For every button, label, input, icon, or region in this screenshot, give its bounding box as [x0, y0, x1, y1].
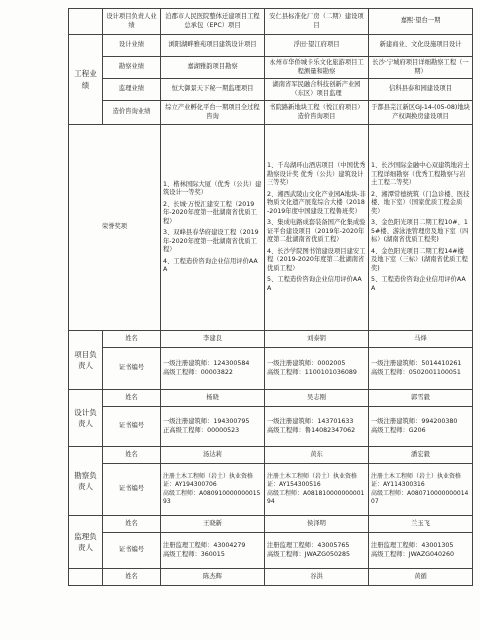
row-label: 设计业绩: [103, 35, 161, 57]
name-header: 姓名: [103, 516, 161, 533]
personnel-label-cell: 项目负责人: [69, 331, 103, 390]
project-cell: 综立产业孵化平台一期项目全过程咨询: [161, 101, 265, 125]
cert-label: 证书编号: [103, 533, 161, 569]
personnel-cert-row: [69, 533, 473, 569]
personnel-label-cell: [69, 569, 103, 586]
cert-cell: 一级注册建筑师：0002005 高级工程师：1100101036089: [265, 348, 369, 390]
project-cell: 永州市华侨城卡乐文化旅游项目工程测量和勘察: [265, 57, 369, 79]
row-label: 设计项目负责人业绩: [103, 9, 161, 35]
name-header: 姓名: [103, 447, 161, 464]
project-cell: 泊郡市人民医院整体迁建项目工程总承包（EPC）项目: [161, 9, 265, 35]
cert-cell: 注册监理工程师：43004279 高级工程师：360015: [161, 533, 265, 569]
award-item: 4、长沙学院图书馆建设项目建安工程（2019-2020年度第二批湖南省优质工程）: [267, 247, 366, 272]
awards-column: [369, 125, 473, 331]
row-label: 荣誉奖项: [69, 125, 161, 331]
group-label-cell: 工程业绩: [69, 35, 103, 125]
cert-label: 证书编号: [103, 464, 161, 516]
survey-row: [69, 57, 473, 79]
awards-row: [69, 125, 473, 331]
person-name: 侯泽明: [265, 516, 369, 533]
person-name: 黄东: [265, 447, 369, 464]
project-cell: 安仁县标准化厂房（二期）建设项目: [265, 9, 369, 35]
cert-cell: 一级注册建筑师：194300795 正高级工程师：00000523: [161, 407, 265, 447]
project-cell: 嘉湖雅韵项目勘察: [161, 57, 265, 79]
person-name: 陈杰辉: [161, 569, 265, 586]
project-cell: 湖南省军民融合科技创新产业园（东区）项目监理: [265, 79, 369, 101]
award-item: 3、双峰县春华府建设工程（2019年-2020年度第一批湖南省优质工程）: [163, 229, 259, 253]
cert-cell: 注册土木工程师（岩土）执业资格证：AY154300516 高级工程师：A08181000000000194: [265, 464, 369, 516]
qualification-table: [68, 8, 473, 586]
person-name: 汤达莉: [161, 447, 265, 464]
personnel-label-cell: 监理负责人: [69, 516, 103, 569]
personnel-name-row: [69, 569, 473, 586]
cert-cell: 一级注册建筑师：143701633 高级工程师：鲁14082347062: [265, 407, 369, 447]
award-item: 2、湘西武陵山文化产业园A地块-非物质文化遗产展览综合大楼（2018-2019年度中国建设工程鲁班奖）: [267, 190, 366, 215]
person-name: 杨晓: [161, 390, 265, 407]
project-cell: 信科县泰和园建设项目: [369, 79, 473, 101]
name-header: 姓名: [103, 390, 161, 407]
person-name: 马烽: [369, 331, 473, 348]
cert-cell: 一级注册建筑师：5014410261 高级工程师：0502001100051: [369, 348, 473, 390]
personnel-name-row: [69, 331, 473, 348]
row-label: 监理业绩: [103, 79, 161, 101]
project-cell: 于都县芫江新区GJ-14-(05-08)地块产权调换房建设项目: [369, 101, 473, 125]
row-label: 造价咨询业绩: [103, 101, 161, 125]
cost-consulting-row: [69, 101, 473, 125]
awards-column: [265, 125, 369, 331]
person-name: 谷洪: [265, 569, 369, 586]
award-item: 1、千岛湖环山酒店项目（中国优秀勘察设计奖 优秀（公共）建筑设计三等奖）: [267, 162, 366, 186]
project-cell: 新建商业、文化设施项目设计: [369, 35, 473, 57]
empty-cell: [69, 9, 103, 35]
personnel-cert-row: [69, 348, 473, 390]
award-item: 1、长沙国际金融中心双建筑地岩土工程详细勘察（优秀工程勘察与岩土工程二等奖）: [371, 162, 470, 186]
person-name: 刘泰钥: [265, 331, 369, 348]
award-item: 4、金色阳光项目二期工程14#楼及地下室（三标）(湖南省优质工程奖): [371, 247, 468, 272]
row-label: 勘察业绩: [103, 57, 161, 79]
personnel-label-cell: 设计负责人: [69, 390, 103, 447]
awards-column: [161, 125, 265, 331]
project-cell: 浏阳湖畔雅苑项目建筑设计项目: [161, 35, 265, 57]
name-header: 姓名: [103, 331, 161, 348]
award-item: 3、集成电路成套装备国产化集成验证平台建设项目（2019年-2020年度第二批湖南省优质工程）: [267, 219, 366, 243]
person-name: 王晓新: [161, 516, 265, 533]
design-row: [69, 35, 473, 57]
personnel-label-cell: 勘察负责人: [69, 447, 103, 516]
cert-cell: 一级注册建筑师：994200380 高级工程师：G206: [369, 407, 473, 447]
project-cell: 嘉熙·望台一期: [369, 9, 473, 35]
cert-cell: 注册土木工程师（岩土）执业资格证：AY194300706 高级工程师：A08091000000001593: [161, 464, 265, 516]
person-name: 李建良: [161, 331, 265, 348]
award-item: 2、湘潭常德统筑（门急诊楼、医技楼、地下室）（国家优质工程金质奖）: [371, 190, 470, 215]
award-item: 5、工程造价咨询企业信用评价AAA: [267, 276, 362, 292]
award-item: 1、楷林国际大厦（优秀（公共）建筑设计一等奖）: [163, 180, 262, 196]
cert-label: 证书编号: [103, 348, 161, 390]
person-name: 黄循: [369, 569, 473, 586]
cert-label: 证书编号: [103, 407, 161, 447]
cert-cell: 注册监理工程师：43005765 高级工程师：JWAZG050285: [265, 533, 369, 569]
person-name: 吴志刚: [265, 390, 369, 407]
award-item: 5、工程造价咨询企业信用评价AAA: [371, 276, 466, 292]
project-cell: 恒大御景天下秘一期监理项目: [161, 79, 265, 101]
project-cell: 长沙·宁城府项目详细勘察工程（一期）: [369, 57, 473, 79]
personnel-cert-row: [69, 464, 473, 516]
person-name: 兰玉飞: [369, 516, 473, 533]
cert-cell: 注册监理工程师：43001305 高级工程师：JWAZG040260: [369, 533, 473, 569]
name-header: 姓名: [103, 569, 161, 586]
personnel-cert-row: [69, 407, 473, 447]
award-item: 2、长城·万悦汇建安工程（2019年-2020年度第一批湖南省优质工程）: [163, 200, 257, 225]
personnel-name-row: [69, 516, 473, 533]
person-name: 郭雪毅: [369, 390, 473, 407]
design-lead-row: [69, 9, 473, 35]
cert-cell: 注册土木工程师（岩土）执业资格证：AY114300316 高级工程师：A08071000000001407: [369, 464, 473, 516]
personnel-name-row: [69, 390, 473, 407]
cert-cell: 一级注册建筑师：124300584 高级工程师：00003822: [161, 348, 265, 390]
project-cell: 浮田·望江府项目: [265, 35, 369, 57]
person-name: 潘宏毅: [369, 447, 473, 464]
award-item: 4、工程造价咨询企业信用评价AAA: [163, 257, 258, 273]
award-item: 3、金色阳光项目二期工程10#、15#楼、游泳池管理房及地下室（四标）(湖南省优质工程奖): [371, 219, 469, 243]
personnel-name-row: [69, 447, 473, 464]
project-cell: 书院路新地块工程（悦江府项目）造价咨询项目: [265, 101, 369, 125]
supervision-row: [69, 79, 473, 101]
